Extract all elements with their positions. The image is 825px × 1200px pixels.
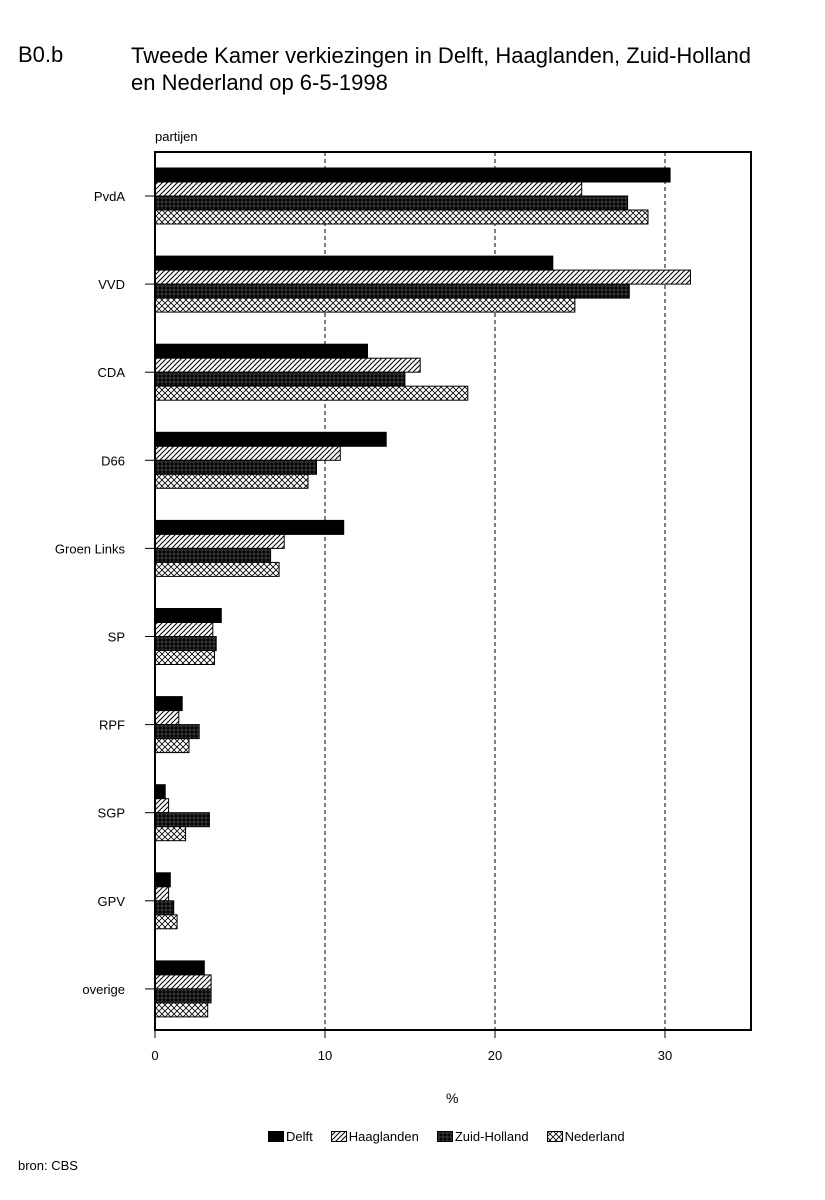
- y-axis-label: partijen: [155, 129, 198, 144]
- x-tick-label: 0: [151, 1048, 159, 1063]
- bar-delft-cda: [155, 344, 368, 358]
- legend-swatch: [437, 1131, 453, 1142]
- x-tick-label: 30: [657, 1048, 673, 1063]
- category-label: PvdA: [93, 189, 125, 204]
- legend-swatch: [268, 1131, 284, 1142]
- category-label: CDA: [97, 365, 125, 381]
- legend-label: Nederland: [564, 1129, 625, 1144]
- bar-haaglanden-overige: [155, 975, 211, 989]
- source-note: bron: CBS: [18, 1158, 78, 1173]
- bar-zuid-holland-sp: [155, 637, 216, 651]
- bar-nederland-d66: [155, 474, 308, 488]
- bar-zuid-holland-vvd: [155, 284, 629, 298]
- figure-code: B0.b: [18, 42, 64, 67]
- bar-delft-vvd: [155, 256, 553, 270]
- figure-title-line-1: Tweede Kamer verkiezingen in Delft, Haaglanden, Zuid-Holland: [131, 43, 752, 68]
- bar-delft-rpf: [155, 697, 182, 711]
- legend-swatch-fill: [269, 1132, 284, 1142]
- legend-swatch-fill: [331, 1132, 346, 1142]
- legend-item: [437, 1129, 529, 1144]
- category-label: SP: [107, 629, 125, 645]
- bars: [155, 168, 691, 1017]
- category-label: SGP: [97, 805, 125, 821]
- category-label: GPV: [97, 893, 125, 909]
- axis-ticks: [55, 189, 672, 1063]
- bar-nederland-sp: [155, 651, 215, 665]
- legend-item: [331, 1129, 419, 1144]
- bar-haaglanden-pvda: [155, 182, 582, 196]
- bar-zuid-holland-gpv: [155, 901, 174, 915]
- legend-label: Zuid-Holland: [454, 1129, 529, 1144]
- bar-haaglanden-sp: [155, 623, 213, 637]
- bar-delft-pvda: [155, 168, 670, 182]
- bar-zuid-holland-overige: [155, 989, 211, 1003]
- bar-zuid-holland-d66: [155, 460, 317, 474]
- bar-haaglanden-gpv: [155, 887, 169, 901]
- legend: [268, 1129, 643, 1144]
- x-axis-label: %: [446, 1090, 459, 1106]
- bar-delft-sgp: [155, 785, 165, 799]
- bar-haaglanden-sgp: [155, 799, 169, 813]
- category-label: D66: [101, 453, 125, 469]
- x-tick-label: 10: [317, 1048, 333, 1063]
- legend-item: [547, 1129, 625, 1144]
- bar-haaglanden-groen-links: [155, 534, 284, 548]
- bar-zuid-holland-sgp: [155, 813, 209, 827]
- x-tick-label: 20: [487, 1048, 503, 1063]
- legend-swatch-fill: [547, 1132, 562, 1142]
- bar-delft-d66: [155, 432, 386, 446]
- bar-zuid-holland-rpf: [155, 725, 199, 739]
- category-label: overige: [82, 981, 125, 997]
- bar-haaglanden-d66: [155, 446, 340, 460]
- bar-nederland-sgp: [155, 827, 186, 841]
- legend-swatch: [547, 1131, 563, 1142]
- legend-label: Delft: [286, 1129, 313, 1144]
- bar-nederland-rpf: [155, 739, 189, 753]
- bar-nederland-vvd: [155, 298, 575, 312]
- legend-swatch: [331, 1131, 347, 1142]
- bar-nederland-pvda: [155, 210, 648, 224]
- bar-delft-gpv: [155, 873, 170, 887]
- bar-delft-overige: [155, 961, 204, 975]
- legend-swatch-fill: [437, 1132, 452, 1142]
- legend-label: Haaglanden: [348, 1129, 419, 1144]
- bar-haaglanden-vvd: [155, 270, 691, 284]
- bar-zuid-holland-cda: [155, 372, 405, 386]
- bar-nederland-groen-links: [155, 562, 279, 576]
- category-label: RPF: [99, 717, 125, 733]
- figure-title-line-2: en Nederland op 6-5-1998: [131, 70, 388, 95]
- bar-delft-groen-links: [155, 520, 344, 534]
- bar-haaglanden-cda: [155, 358, 420, 372]
- bar-nederland-overige: [155, 1003, 208, 1017]
- bar-zuid-holland-pvda: [155, 196, 628, 210]
- bar-delft-sp: [155, 609, 221, 623]
- category-label: VVD: [98, 277, 125, 293]
- bar-nederland-cda: [155, 386, 468, 400]
- bar-nederland-gpv: [155, 915, 177, 929]
- category-label: Groen Links: [54, 541, 125, 557]
- bar-haaglanden-rpf: [155, 711, 179, 725]
- bar-zuid-holland-groen-links: [155, 548, 271, 562]
- legend-item: [268, 1129, 313, 1144]
